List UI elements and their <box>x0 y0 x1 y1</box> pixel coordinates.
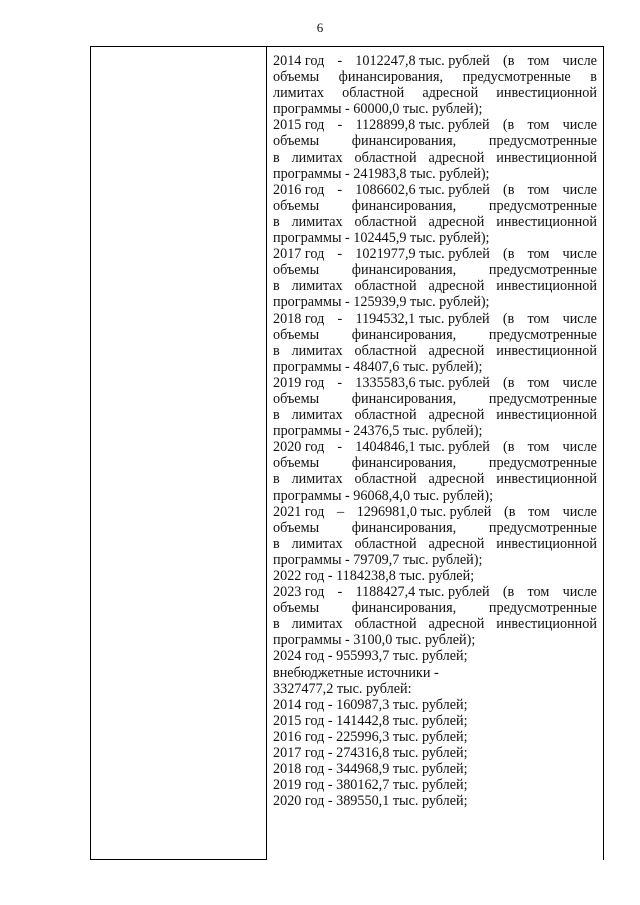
word: предусмотренные <box>488 262 597 279</box>
entry-body-line <box>273 616 597 632</box>
word: 2018 год <box>273 310 325 327</box>
word: числе <box>562 310 597 327</box>
word: числе <box>562 246 597 263</box>
entry-tail-line: программы - 102445,9 тыс. рублей); <box>273 230 490 247</box>
entry-tail-line: программы - 24376,5 тыс. рублей); <box>273 423 483 440</box>
word: областной <box>354 407 417 424</box>
entry-body-line <box>273 133 597 149</box>
word: числе <box>562 439 597 456</box>
word: в <box>590 69 597 86</box>
word: объемы <box>273 519 320 536</box>
word: (в <box>503 181 515 198</box>
entry-tail-line: программы - 48407,6 тыс. рублей); <box>273 358 483 375</box>
word: 1086602,6 тыс. рублей <box>355 181 490 198</box>
word: 1194532,1 тыс. рублей <box>355 310 490 327</box>
word: адресной <box>428 278 485 295</box>
entry-body-line <box>273 471 597 487</box>
extrabudgetary-year-line: 2016 год - 225996,3 тыс. рублей; <box>273 728 468 745</box>
word: инвестиционной <box>496 213 597 230</box>
word: числе <box>562 53 597 69</box>
word: адресной <box>422 85 479 102</box>
extrabudgetary-total: 3327477,2 тыс. рублей: <box>273 680 412 697</box>
word: лимитах <box>291 149 343 166</box>
word: в <box>273 535 280 552</box>
word: (в <box>503 246 515 263</box>
funding-year-entry <box>273 182 597 246</box>
word: инвестиционной <box>496 535 597 552</box>
word: 2015 год <box>273 117 325 134</box>
entry-body-line <box>273 343 597 359</box>
word: 1021977,9 тыс. рублей <box>355 246 490 263</box>
word: адресной <box>428 471 485 488</box>
word: числе <box>562 117 597 134</box>
word: 1404846,1 тыс. рублей <box>355 439 490 456</box>
word: финансирования, <box>351 262 457 279</box>
extrabudgetary-year-line: 2015 год - 141442,8 тыс. рублей; <box>273 712 468 729</box>
word: том <box>527 374 550 391</box>
year-total-line: 2024 год - 955993,7 тыс. рублей; <box>273 648 468 665</box>
word: 2016 год <box>273 181 325 198</box>
word: объемы <box>273 600 320 617</box>
entry-tail-line: программы - 125939,9 тыс. рублей); <box>273 294 490 311</box>
word: числе <box>562 181 597 198</box>
word: адресной <box>428 616 485 633</box>
word: предусмотренные <box>488 390 597 407</box>
funding-year-entry <box>273 246 597 310</box>
word: числе <box>562 584 597 601</box>
extrabudgetary-label: внебюджетные источники - <box>273 664 439 681</box>
word: областной <box>354 535 417 552</box>
word: адресной <box>428 342 485 359</box>
word: – <box>336 503 345 520</box>
entry-tail-line: программы - 96068,4,0 тыс. рублей); <box>273 487 494 504</box>
entry-body-line <box>273 327 597 343</box>
word: объемы <box>273 390 320 407</box>
year-total-line <box>273 375 597 391</box>
year-total-line <box>273 311 597 327</box>
word: областной <box>354 149 417 166</box>
year-total-line <box>273 117 597 133</box>
word: том <box>527 117 550 134</box>
word: адресной <box>428 213 485 230</box>
word: финансирования, <box>351 600 457 617</box>
word: 1296981,0 тыс. рублей <box>356 503 492 520</box>
word: лимитах <box>273 85 325 102</box>
word: областной <box>354 342 417 359</box>
word: лимитах <box>291 616 343 633</box>
word: областной <box>354 616 417 633</box>
word: - <box>337 53 343 69</box>
word: инвестиционной <box>496 407 597 424</box>
year-total-line <box>273 182 597 198</box>
word: финансирования, <box>351 519 457 536</box>
funding-table <box>90 46 604 860</box>
word: предусмотренные <box>488 455 597 472</box>
word: в <box>273 471 280 488</box>
word: (в <box>502 310 515 327</box>
word: 2021 год <box>273 503 325 520</box>
left-cell-bottom-border <box>91 859 266 860</box>
entry-body-line <box>273 214 597 230</box>
funding-year-entry <box>273 53 597 117</box>
year-total-line <box>273 246 597 262</box>
word: в <box>273 407 280 424</box>
word: финансирования, <box>351 197 457 214</box>
word: (в <box>503 503 516 520</box>
word: инвестиционной <box>496 471 597 488</box>
funding-year-entry <box>273 584 597 648</box>
entry-tail-line: программы - 3100,0 тыс. рублей); <box>273 632 476 649</box>
entry-body-line <box>273 150 597 166</box>
word: областной <box>354 471 417 488</box>
word: в <box>273 149 280 166</box>
extrabudgetary-year-line: 2014 год - 160987,3 тыс. рублей; <box>273 696 468 713</box>
word: объемы <box>273 69 320 86</box>
word: объемы <box>273 455 320 472</box>
word: лимитах <box>291 535 343 552</box>
word: том <box>528 503 550 520</box>
word: в <box>273 616 280 633</box>
funding-year-entry <box>273 117 597 181</box>
word: инвестиционной <box>496 85 597 102</box>
entry-body-line <box>273 198 597 214</box>
word: инвестиционной <box>496 616 597 633</box>
entry-body-line <box>273 391 597 407</box>
word: числе <box>562 503 597 520</box>
word: 2014 год <box>273 53 325 69</box>
word: 2020 год <box>273 439 325 456</box>
word: инвестиционной <box>496 342 597 359</box>
word: финансирования, <box>338 69 444 86</box>
word: областной <box>354 278 417 295</box>
word: том <box>527 181 550 198</box>
word: лимитах <box>291 471 343 488</box>
year-total-line: 2022 год - 1184238,8 тыс. рублей; <box>273 568 475 584</box>
word: в <box>273 278 280 295</box>
word: областной <box>342 85 405 102</box>
word: том <box>527 439 550 456</box>
word: предусмотренные <box>488 519 597 536</box>
word: - <box>337 181 343 198</box>
entry-body-line <box>273 536 597 552</box>
word: том <box>527 246 550 263</box>
word: том <box>527 584 550 601</box>
extrabudgetary-year-line: 2020 год - 389550,1 тыс. рублей; <box>273 793 468 810</box>
word: 2023 год <box>273 584 325 601</box>
word: предусмотренные <box>488 326 597 343</box>
word: - <box>337 374 343 391</box>
word: (в <box>502 117 515 134</box>
entry-body-line <box>273 85 597 101</box>
funding-year-entry <box>273 504 597 568</box>
word: объемы <box>273 197 320 214</box>
word: 2019 год <box>273 374 325 391</box>
word: объемы <box>273 133 320 150</box>
word: финансирования, <box>351 133 457 150</box>
word: объемы <box>273 262 320 279</box>
word: (в <box>503 374 515 391</box>
entry-body-line <box>273 600 597 616</box>
word: лимитах <box>291 407 343 424</box>
word: в <box>273 213 280 230</box>
funding-year-entry <box>273 375 597 439</box>
year-total-line <box>273 53 597 69</box>
word: предусмотренные <box>488 133 597 150</box>
page-number: 6 <box>316 20 324 35</box>
word: (в <box>503 53 515 69</box>
word: 1012247,8 тыс. рублей <box>355 53 490 69</box>
word: - <box>337 584 343 601</box>
extrabudgetary-year-line: 2017 год - 274316,8 тыс. рублей; <box>273 745 468 762</box>
word: - <box>337 439 343 456</box>
year-total-line <box>273 439 597 455</box>
entry-body-line <box>273 520 597 536</box>
table-right-cell <box>273 53 597 809</box>
word: инвестиционной <box>496 278 597 295</box>
extrabudgetary-year-line: 2018 год - 344968,9 тыс. рублей; <box>273 761 468 778</box>
year-total-line <box>273 504 597 520</box>
word: в <box>273 342 280 359</box>
entry-body-line <box>273 262 597 278</box>
word: предусмотренные <box>488 600 597 617</box>
word: адресной <box>428 535 485 552</box>
year-total-line <box>273 584 597 600</box>
entry-body-line <box>273 455 597 471</box>
word: финансирования, <box>351 326 457 343</box>
word: (в <box>502 584 515 601</box>
entry-tail-line: программы - 241983,8 тыс. рублей); <box>273 165 490 182</box>
funding-year-entry <box>273 439 597 503</box>
word: том <box>527 53 550 69</box>
word: - <box>337 310 343 327</box>
word: 2017 год <box>273 246 325 263</box>
word: адресной <box>428 407 485 424</box>
word: предусмотренные <box>462 69 571 86</box>
extrabudgetary-year-line: 2019 год - 380162,7 тыс. рублей; <box>273 777 468 794</box>
word: областной <box>354 213 417 230</box>
entry-tail-line: программы - 60000,0 тыс. рублей); <box>273 101 483 118</box>
column-divider <box>266 47 267 860</box>
word: 1188427,4 тыс. рублей <box>355 584 490 601</box>
word: инвестиционной <box>496 149 597 166</box>
entry-tail-line: программы - 79709,7 тыс. рублей); <box>273 551 483 568</box>
word: объемы <box>273 326 320 343</box>
word: предусмотренные <box>488 197 597 214</box>
word: (в <box>503 439 515 456</box>
entry-body-line <box>273 69 597 85</box>
word: - <box>337 246 343 263</box>
word: адресной <box>428 149 485 166</box>
funding-year-entry <box>273 311 597 375</box>
table-left-cell <box>91 47 266 860</box>
word: лимитах <box>291 213 343 230</box>
word: финансирования, <box>351 390 457 407</box>
word: финансирования, <box>351 455 457 472</box>
word: числе <box>562 374 597 391</box>
word: лимитах <box>291 278 343 295</box>
word: лимитах <box>291 342 343 359</box>
word: том <box>527 310 550 327</box>
entry-body-line <box>273 407 597 423</box>
word: 1335583,6 тыс. рублей <box>355 374 490 391</box>
word: 1128899,8 тыс. рублей <box>355 117 490 134</box>
entry-body-line <box>273 278 597 294</box>
word: - <box>337 117 343 134</box>
